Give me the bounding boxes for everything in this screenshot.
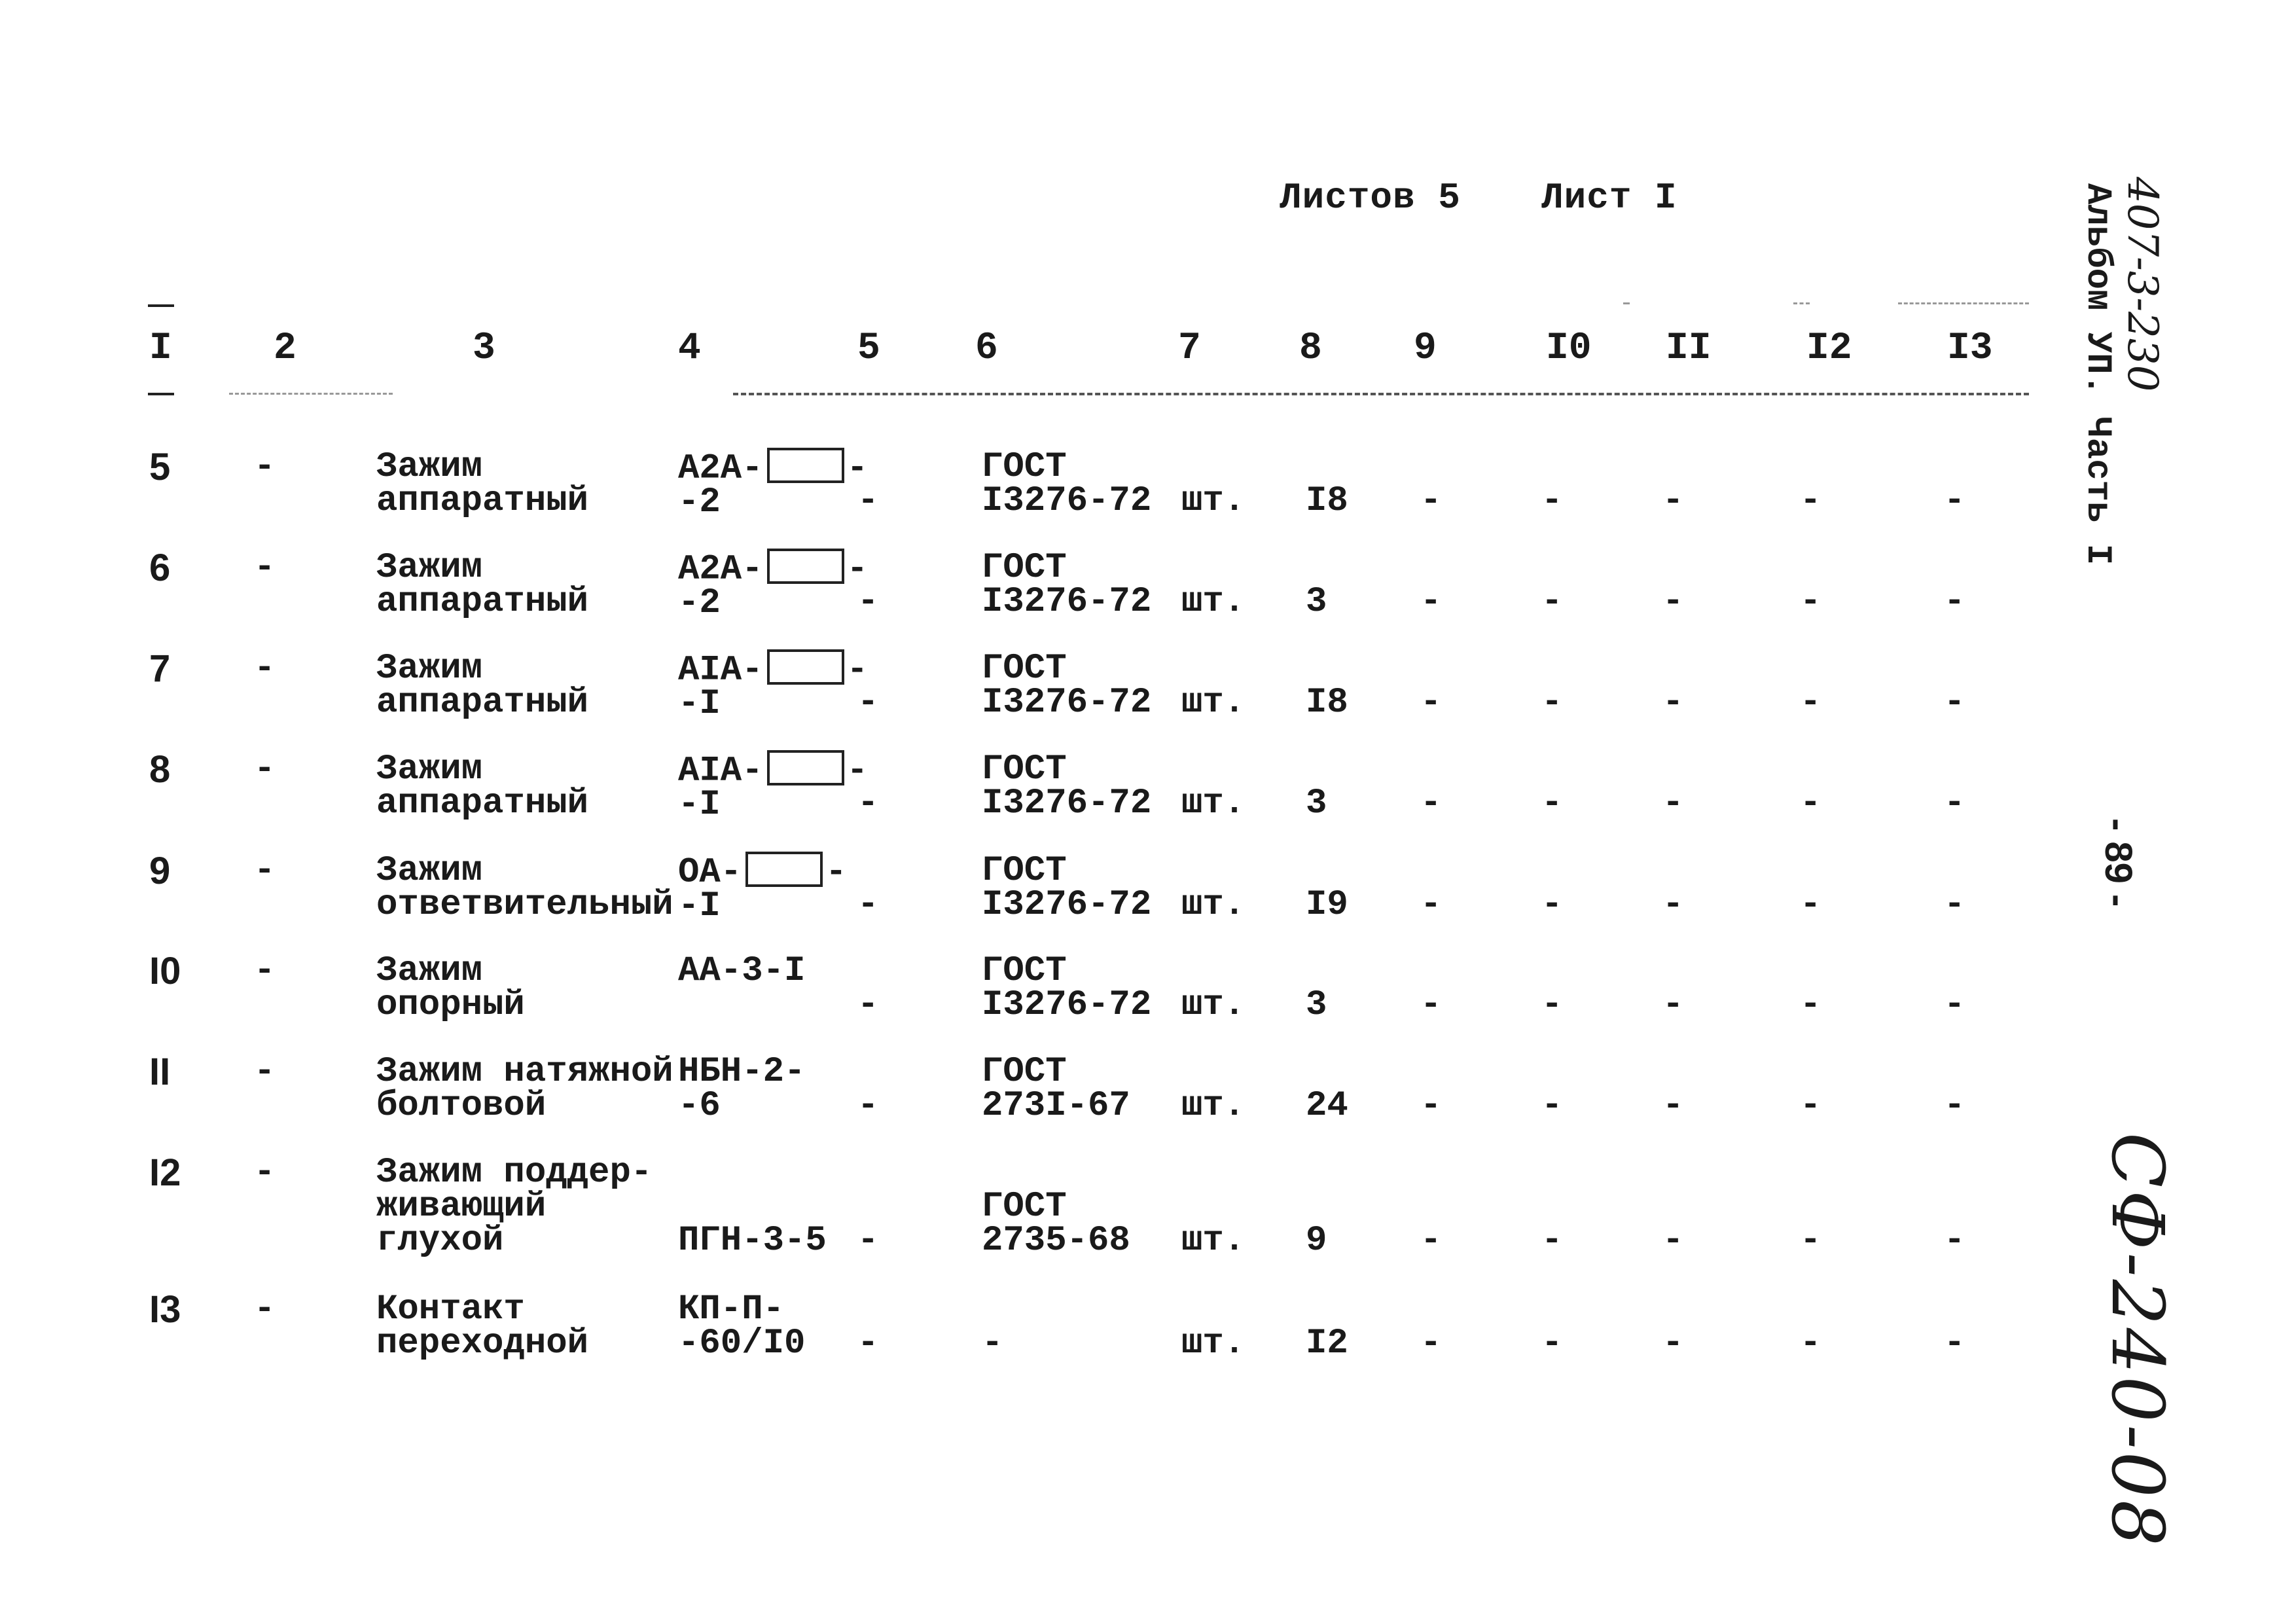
- col13-value: -: [1944, 1324, 1965, 1363]
- item-mark-prefix: А2А-: [678, 549, 763, 590]
- col2-value: -: [254, 1290, 276, 1329]
- col12-value: -: [1800, 885, 1821, 925]
- col9-value: -: [1420, 784, 1442, 823]
- item-mark-prefix: ОА-: [678, 852, 742, 893]
- standard-ref: ГОСТ I3276-72: [982, 649, 1152, 723]
- item-name: Контакт переходной: [376, 1290, 589, 1363]
- row-number: I0: [149, 950, 181, 992]
- col10-value: -: [1541, 1324, 1563, 1363]
- header-rule-left-tick: [148, 393, 174, 395]
- column-header: 6: [975, 327, 998, 370]
- col9-value: -: [1420, 985, 1442, 1025]
- col11-value: -: [1662, 481, 1684, 521]
- item-mark: [678, 448, 869, 523]
- col2-value: -: [254, 851, 276, 891]
- sheet-number: Лист I: [1541, 177, 1677, 219]
- quantity: 3: [1306, 784, 1327, 823]
- table-row: [0, 1151, 2029, 1261]
- col10-value: -: [1541, 582, 1563, 622]
- quantity: 24: [1306, 1086, 1348, 1126]
- standard-ref: ГОСТ 273I-67: [982, 1052, 1130, 1126]
- item-mark-suffix: -: [846, 751, 869, 791]
- column-header: 3: [473, 327, 495, 370]
- col11-value: -: [1662, 985, 1684, 1025]
- col9-value: -: [1420, 481, 1442, 521]
- table-row: [0, 850, 2029, 946]
- col13-value: -: [1944, 1086, 1965, 1126]
- blank-field-box: [767, 549, 844, 584]
- quantity: 3: [1306, 985, 1327, 1025]
- col13-value: -: [1944, 582, 1965, 622]
- item-mark: [678, 650, 869, 725]
- col12-value: -: [1800, 481, 1821, 521]
- column-header: 5: [857, 327, 880, 370]
- quantity: I9: [1306, 885, 1348, 925]
- col9-value: -: [1420, 683, 1442, 723]
- standard-ref: ГОСТ I3276-72: [982, 548, 1152, 622]
- column-header: I3: [1947, 327, 1993, 370]
- column-header: 7: [1178, 327, 1201, 370]
- row-number: I2: [149, 1151, 181, 1194]
- unit-of-measure: шт.: [1181, 985, 1246, 1025]
- item-name: Зажим аппаратный: [376, 749, 589, 823]
- col12-value: -: [1800, 1221, 1821, 1261]
- item-name: Зажим поддер- живающий глухой: [376, 1153, 653, 1261]
- col10-value: -: [1541, 784, 1563, 823]
- unit-of-measure: шт.: [1181, 1221, 1246, 1261]
- unit-of-measure: шт.: [1181, 582, 1246, 622]
- item-name: Зажим аппаратный: [376, 548, 589, 622]
- table-row: [0, 647, 2029, 744]
- row-number: I3: [149, 1288, 181, 1331]
- row-number: 7: [149, 647, 171, 690]
- col13-value: -: [1944, 784, 1965, 823]
- column-header: 4: [678, 327, 701, 370]
- col11-value: -: [1662, 1221, 1684, 1261]
- table-row: [0, 950, 2029, 1046]
- item-name: Зажим опорный: [376, 951, 525, 1025]
- quantity: I8: [1306, 481, 1348, 521]
- project-code: 407-3-230: [2118, 177, 2166, 392]
- column-header: 2: [274, 327, 296, 370]
- col10-value: -: [1541, 885, 1563, 925]
- column-header: 9: [1414, 327, 1437, 370]
- col9-value: -: [1420, 582, 1442, 622]
- col13-value: -: [1944, 481, 1965, 521]
- item-mark: [678, 549, 869, 624]
- item-mark-suffix: -: [846, 650, 869, 691]
- item-name: Зажим аппаратный: [376, 447, 589, 521]
- table-row: [0, 446, 2029, 542]
- col2-value: -: [254, 951, 276, 991]
- row-number: 5: [149, 446, 171, 488]
- header-rule: [733, 393, 2029, 395]
- blank-field-box: [767, 448, 844, 483]
- col13-value: -: [1944, 1221, 1965, 1261]
- col9-value: -: [1420, 885, 1442, 925]
- col5-value: -: [857, 885, 879, 925]
- quantity: 3: [1306, 582, 1327, 622]
- album-label: Альбом УП. Часть I: [2077, 183, 2117, 566]
- col13-value: -: [1944, 885, 1965, 925]
- item-mark-second-line: -I: [678, 886, 721, 927]
- col12-value: -: [1800, 784, 1821, 823]
- unit-of-measure: шт.: [1181, 481, 1246, 521]
- item-mark: АА-3-I: [678, 951, 806, 991]
- col12-value: -: [1800, 582, 1821, 622]
- item-mark-prefix: АIА-: [678, 751, 763, 791]
- item-mark-second-line: -2: [678, 482, 721, 523]
- col2-value: -: [254, 1153, 276, 1193]
- col2-value: -: [254, 548, 276, 588]
- row-number: 8: [149, 748, 171, 791]
- unit-of-measure: шт.: [1181, 1086, 1246, 1126]
- col12-value: -: [1800, 985, 1821, 1025]
- unit-of-measure: шт.: [1181, 1324, 1246, 1363]
- col11-value: -: [1662, 582, 1684, 622]
- col11-value: -: [1662, 1324, 1684, 1363]
- col9-value: -: [1420, 1324, 1442, 1363]
- top-left-tick: [148, 304, 174, 307]
- col2-value: -: [254, 447, 276, 487]
- item-name: Зажим аппаратный: [376, 649, 589, 723]
- row-number: 9: [149, 850, 171, 892]
- item-mark-second-line: -I: [678, 785, 721, 825]
- page-number: - 89 -: [2097, 818, 2140, 907]
- col5-value: -: [857, 481, 879, 521]
- top-rule-fragment: [1898, 302, 2029, 304]
- item-mark: [678, 852, 847, 927]
- col11-value: -: [1662, 885, 1684, 925]
- header-rule-fragment: [229, 393, 393, 395]
- col2-value: -: [254, 1052, 276, 1092]
- quantity: I2: [1306, 1324, 1348, 1363]
- item-mark: НБН-2- -6: [678, 1052, 806, 1126]
- item-name: Зажим ответвительный: [376, 851, 673, 925]
- item-mark-prefix: АIА-: [678, 650, 763, 691]
- column-header: I: [149, 327, 172, 370]
- item-mark: КП-П- -60/I0: [678, 1290, 806, 1363]
- col11-value: -: [1662, 1086, 1684, 1126]
- column-header: I2: [1806, 327, 1852, 370]
- item-mark-second-line: -2: [678, 583, 721, 624]
- col2-value: -: [254, 749, 276, 789]
- item-name: Зажим натяжной болтовой: [376, 1052, 673, 1126]
- document-code: СФ-240-08: [2096, 1132, 2179, 1549]
- table-row: [0, 748, 2029, 844]
- row-number: II: [149, 1051, 171, 1093]
- col5-value: -: [857, 985, 879, 1025]
- column-header: 8: [1299, 327, 1322, 370]
- table-row: [0, 1288, 2029, 1384]
- sheets-total: Листов 5: [1280, 177, 1461, 219]
- row-number: 6: [149, 547, 171, 589]
- standard-ref: ГОСТ I3276-72: [982, 851, 1152, 925]
- item-mark-second-line: -I: [678, 684, 721, 725]
- col5-value: -: [857, 582, 879, 622]
- column-header: II: [1666, 327, 1712, 370]
- col13-value: -: [1944, 683, 1965, 723]
- item-mark-suffix: -: [846, 448, 869, 489]
- col10-value: -: [1541, 1086, 1563, 1126]
- col5-value: -: [857, 1221, 879, 1261]
- unit-of-measure: шт.: [1181, 885, 1246, 925]
- col5-value: -: [857, 1086, 879, 1126]
- col10-value: -: [1541, 985, 1563, 1025]
- top-rule-fragment: [1623, 302, 1630, 304]
- top-rule-fragment: [1793, 302, 1810, 304]
- col9-value: -: [1420, 1086, 1442, 1126]
- item-mark-suffix: -: [846, 549, 869, 590]
- standard-ref: ГОСТ I3276-72: [982, 749, 1152, 823]
- col12-value: -: [1800, 683, 1821, 723]
- blank-field-box: [745, 852, 823, 887]
- col10-value: -: [1541, 683, 1563, 723]
- col5-value: -: [857, 1324, 879, 1363]
- item-mark: [678, 751, 869, 825]
- table-row: [0, 547, 2029, 643]
- col9-value: -: [1420, 1221, 1442, 1261]
- unit-of-measure: шт.: [1181, 683, 1246, 723]
- col11-value: -: [1662, 683, 1684, 723]
- blank-field-box: [767, 750, 844, 785]
- unit-of-measure: шт.: [1181, 784, 1246, 823]
- col5-value: -: [857, 683, 879, 723]
- standard-ref: ГОСТ 2735-68: [982, 1187, 1130, 1261]
- table-row: [0, 1051, 2029, 1147]
- col2-value: -: [254, 649, 276, 689]
- item-mark-suffix: -: [825, 852, 847, 893]
- item-mark-prefix: А2А-: [678, 448, 763, 489]
- col10-value: -: [1541, 1221, 1563, 1261]
- standard-ref: ГОСТ I3276-72: [982, 447, 1152, 521]
- quantity: 9: [1306, 1221, 1327, 1261]
- col13-value: -: [1944, 985, 1965, 1025]
- quantity: I8: [1306, 683, 1348, 723]
- column-header: I0: [1546, 327, 1592, 370]
- col12-value: -: [1800, 1324, 1821, 1363]
- blank-field-box: [767, 649, 844, 685]
- col10-value: -: [1541, 481, 1563, 521]
- col12-value: -: [1800, 1086, 1821, 1126]
- item-mark: ПГН-3-5: [678, 1221, 827, 1261]
- standard-ref: ГОСТ I3276-72: [982, 951, 1152, 1025]
- col11-value: -: [1662, 784, 1684, 823]
- col5-value: -: [857, 784, 879, 823]
- standard-ref: -: [982, 1324, 1003, 1363]
